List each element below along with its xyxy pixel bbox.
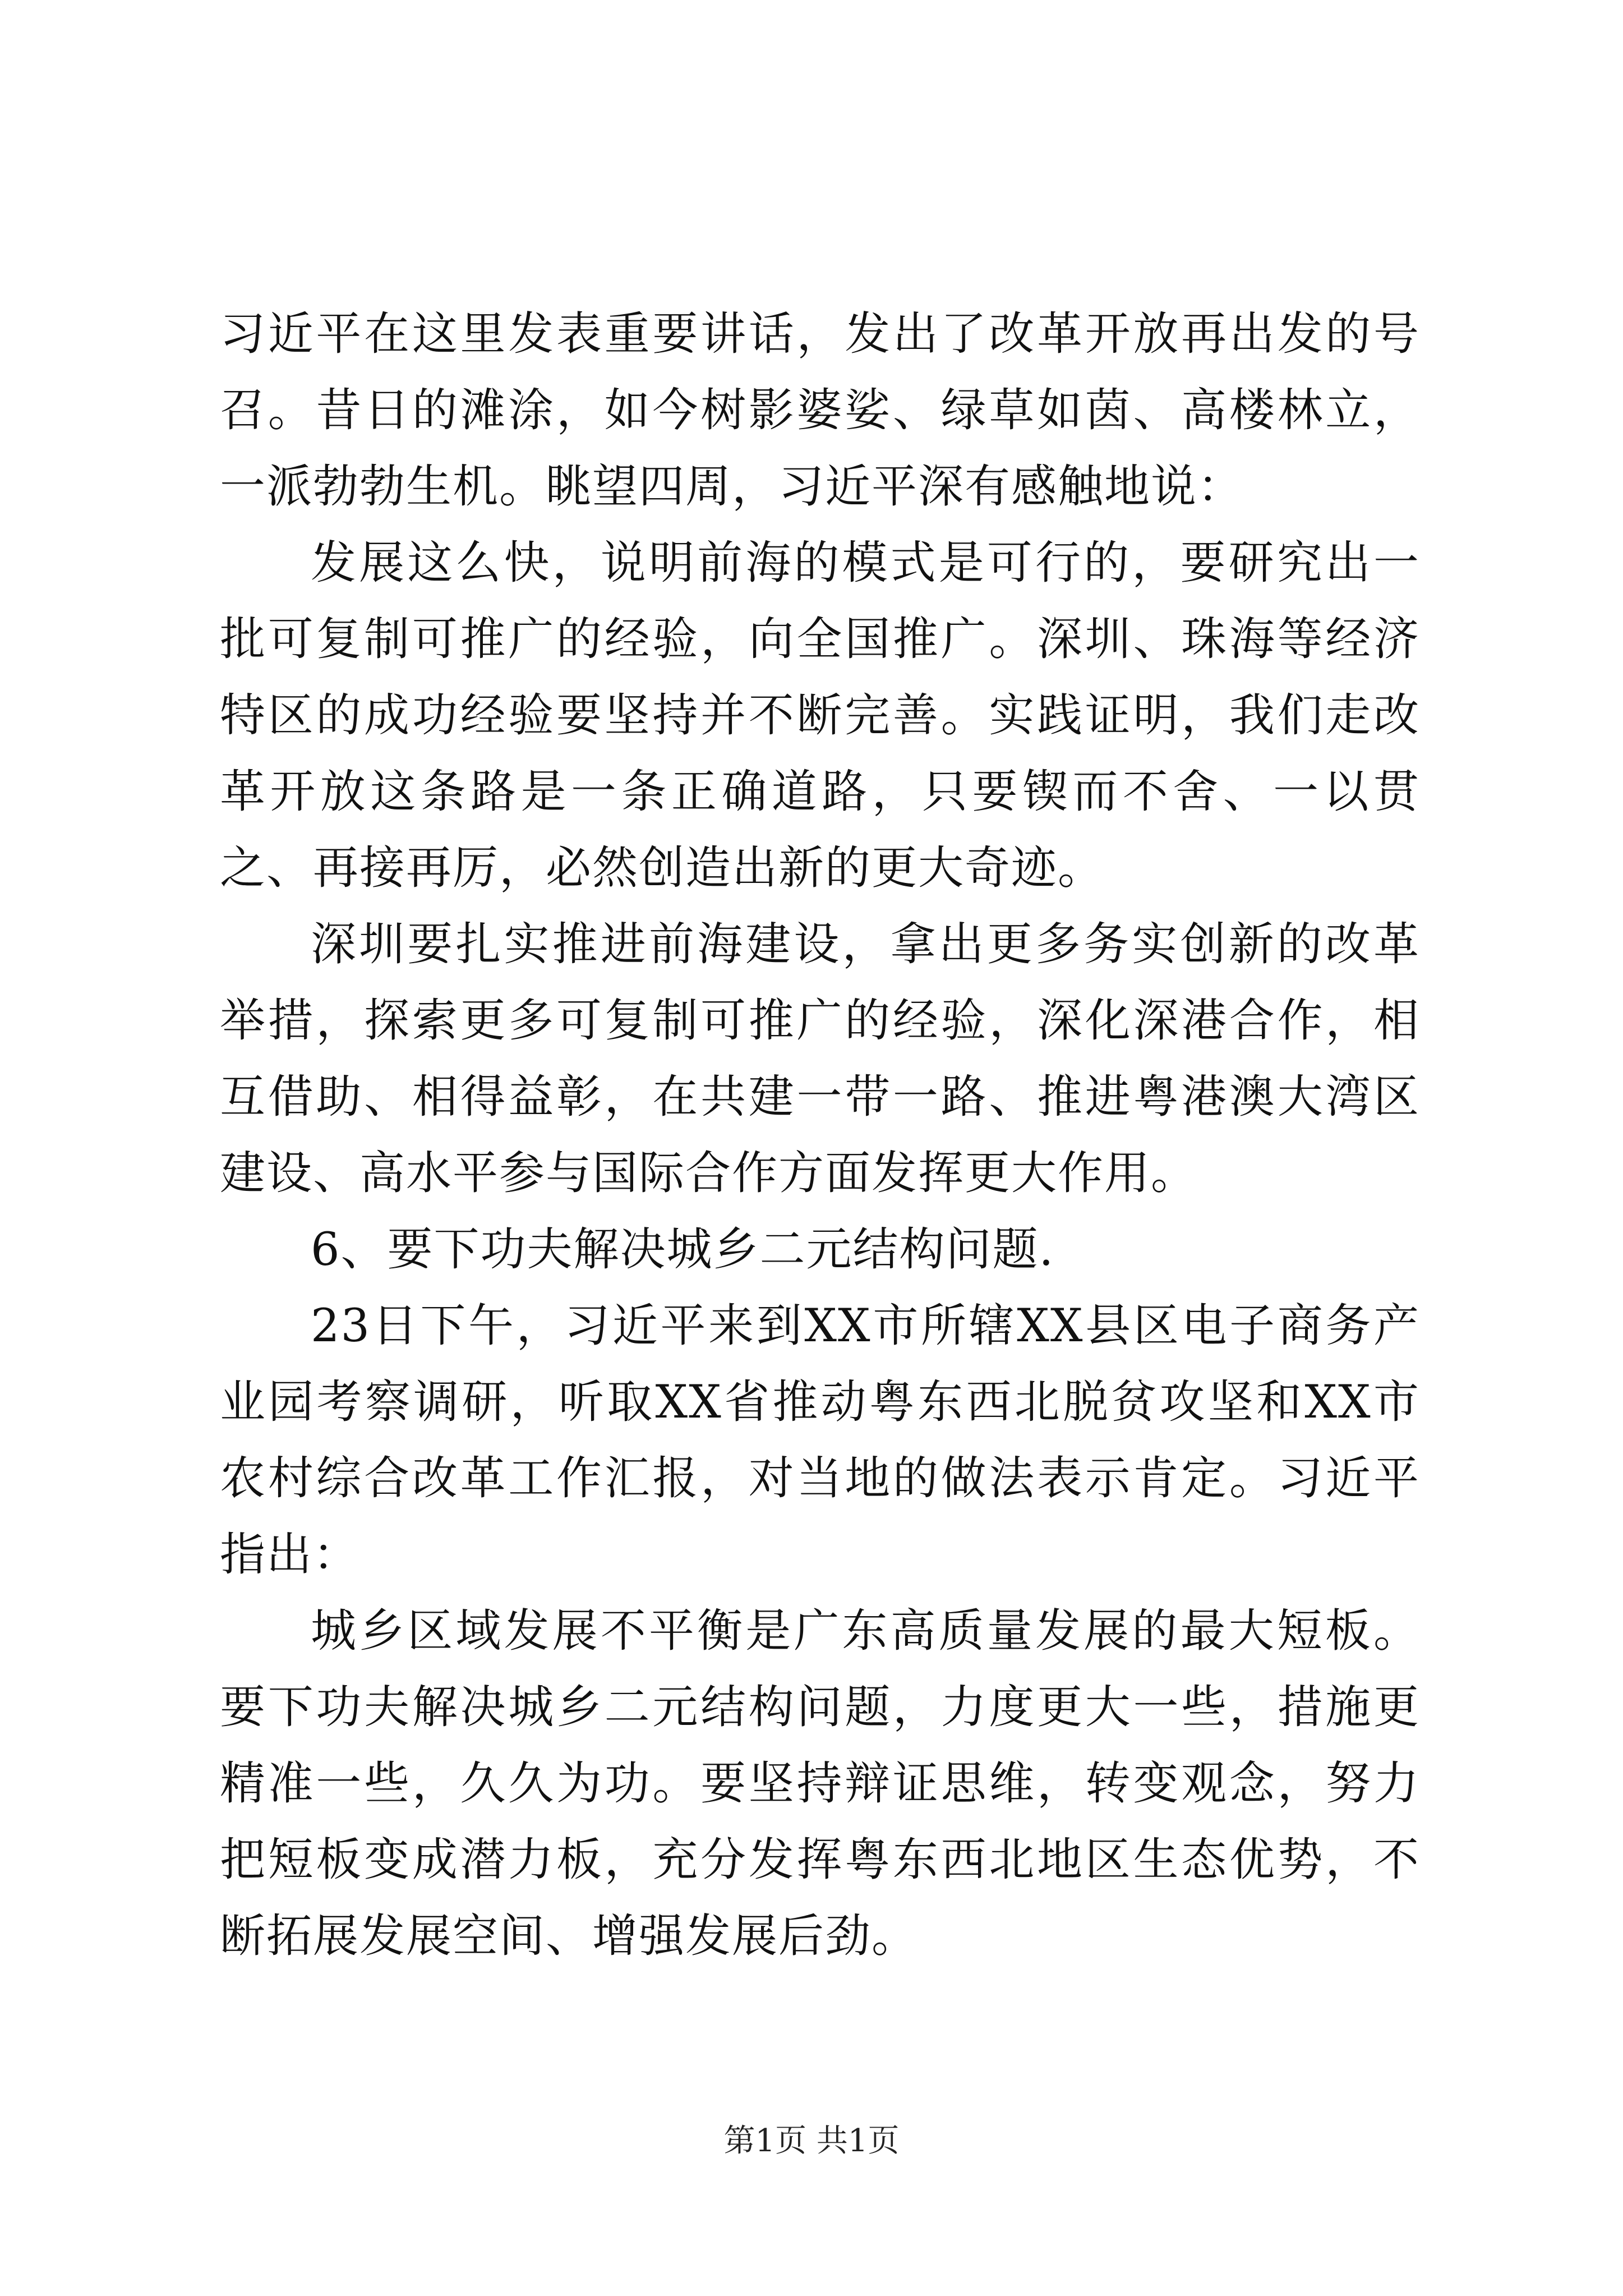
page-number-label: 第1页 共1页 bbox=[723, 2123, 900, 2159]
paragraph-quote-development: 发展这么快，说明前海的模式是可行的，要研究出一批可复制可推广的经验，向全国推广。深圳、珠海等经济特区的成功经验要坚持并不断完善。实践证明，我们走改革开放这条路是一条正确道路，只要锲而不舍、一以贯之、再接再厉，必然创造出新的更大奇迹。 bbox=[220, 537, 1420, 895]
section-heading: 6、要下功夫解决城乡二元结构问题. bbox=[311, 1223, 1055, 1276]
paragraph-shenzhen-qianhai: 深圳要扎实推进前海建设，拿出更多务实创新的改革举措，探索更多可复制可推广的经验，深化深港合作，相互借助、相得益彰，在共建一带一路、推进粤港澳大湾区建设、高水平参与国际合作方面发挥更大作用。 bbox=[220, 918, 1420, 1200]
paragraph-urban-rural: 城乡区域发展不平衡是广东高质量发展的最大短板。要下功夫解决城乡二元结构问题，力度更大一些，措施更精准一些，久久为功。要坚持辩证思维，转变观念，努力把短板变成潜力板，充分发挥粤东西北地区生态优势，不断拓展发展空间、增强发展后劲。 bbox=[220, 1605, 1420, 1963]
document-body bbox=[220, 296, 1420, 1975]
page-footer bbox=[0, 2122, 1623, 2161]
paragraph-inspection: 23日下午，习近平来到XX市所辖XX县区电子商务产业园考察调研，听取XX省推动粤东西北脱贫攻坚和XX市农村综合改革工作汇报，对当地的做法表示肯定。习近平指出： bbox=[220, 1300, 1420, 1581]
paragraph-continuation: 习近平在这里发表重要讲话，发出了改革开放再出发的号召。昔日的滩涂，如今树影婆娑、绿草如茵、高楼林立，一派勃勃生机。眺望四周，习近平深有感触地说： bbox=[220, 308, 1420, 513]
